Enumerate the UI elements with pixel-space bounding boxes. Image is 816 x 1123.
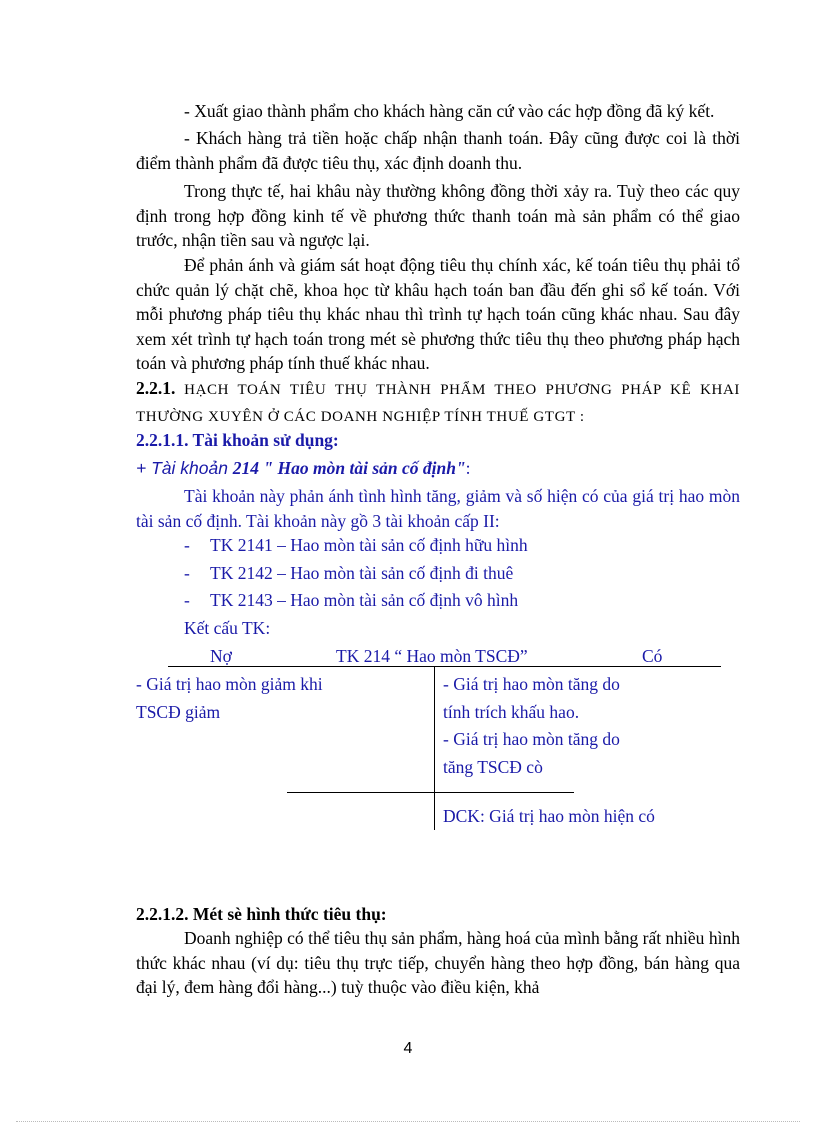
t-account-divider	[434, 666, 435, 830]
t-account-title: TK 214 “ Hao mòn TSCĐ”	[336, 646, 528, 666]
section-heading-2-2-1	[136, 376, 740, 429]
credit-entry-line2: tính trích khấu hao.	[443, 702, 580, 722]
sub-account-item: - TK 2143 – Hao mòn tài sản cố định vô hình	[184, 590, 519, 610]
account-214-line	[136, 456, 740, 481]
debit-entry-line2: TSCĐ giảm	[136, 702, 221, 722]
credit-entry-line1: - Giá trị hao mòn tăng do	[443, 674, 620, 694]
page-bottom-border	[16, 1121, 800, 1122]
sub-account-item: - TK 2141 – Hao mòn tài sản cố định hữu hình	[184, 535, 528, 555]
credit-label: Có	[642, 646, 663, 666]
account-prefix: + Tài khoản	[136, 458, 233, 478]
paragraph-sales-forms: Doanh nghiệp có thể tiêu thụ sản phẩm, hàng hoá của mình bằng rất nhiều hình thức khác nhau (ví dụ: tiêu thụ trực tiếp, chuyển hàng theo hợp đồng, bán hàng qua đại lý, đem hàng đổi hàng...) tuỳ thuộc vào điều kiện, khả	[136, 928, 740, 997]
closing-balance: DCK: Giá trị hao mòn hiện có	[443, 806, 655, 826]
debit-label: Nợ	[210, 646, 232, 666]
account-description: Tài khoản này phản ánh tình hình tăng, giảm và số hiện có của giá trị hao mòn tài sản cố định. Tài khoản này gồ 3 tài khoản cấp II:	[136, 486, 740, 531]
page-number: 4	[403, 1040, 413, 1057]
subsection-heading-sales-forms: 2.2.1.2. Mét sè hình thức tiêu thụ:	[136, 904, 387, 924]
paragraph-in-practice: Trong thực tế, hai khâu này thường không đồng thời xảy ra. Tuỳ theo các quy định trong hợp đồng kinh tế về phương thức thanh toán mà sản phẩm có thể giao trước, nhận tiền sau và ngược lại.	[136, 181, 740, 250]
debit-entry-line1: - Giá trị hao mòn giảm khi	[136, 674, 323, 694]
section-number: 2.2.1.	[136, 378, 176, 398]
account-name: 214 " Hao mòn tài sản cố định"	[232, 458, 466, 478]
credit-entry-line3: - Giá trị hao mòn tăng do	[443, 729, 620, 749]
structure-label: Kết cấu TK:	[184, 618, 271, 638]
t-account-total-line	[287, 792, 574, 793]
section-title: HẠCH TOÁN TIÊU THỤ THÀNH PHẨM THEO PHƯƠNG PHÁP KÊ KHAI THƯỜNG XUYÊN Ở CÁC DOANH NGHIỆP TÍNH THUẾ GTGT :	[136, 382, 740, 425]
sub-account-item: - TK 2142 – Hao mòn tài sản cố định đi thuê	[184, 563, 514, 583]
paragraph-customer-payment: - Khách hàng trả tiền hoặc chấp nhận thanh toán. Đây cũng được coi là thời điểm thành phẩm đã được tiêu thụ, xác định doanh thu.	[136, 128, 740, 173]
account-suffix: :	[465, 458, 471, 478]
paragraph-export-goods: - Xuất giao thành phẩm cho khách hàng căn cứ vào các hợp đồng đã ký kết.	[184, 101, 715, 121]
t-account-top-line	[168, 666, 721, 667]
subsection-heading-accounts: 2.2.1.1. Tài khoản sử dụng:	[136, 430, 339, 450]
credit-entry-line4: tăng TSCĐ cò	[443, 757, 543, 777]
paragraph-reflect-monitor: Để phản ánh và giám sát hoạt động tiêu thụ chính xác, kế toán tiêu thụ phải tổ chức quản lý chặt chẽ, khoa học từ khâu hạch toán ban đầu đến ghi sổ kế toán. Với mỗi phương pháp tiêu thụ khác nhau thì trình tự hạch toán cũng khác nhau. Sau đây xem xét trình tự hạch toán trong mét sè phương thức tiêu thụ theo phương pháp hạch toán và phương pháp tính thuế khác nhau.	[136, 255, 740, 373]
